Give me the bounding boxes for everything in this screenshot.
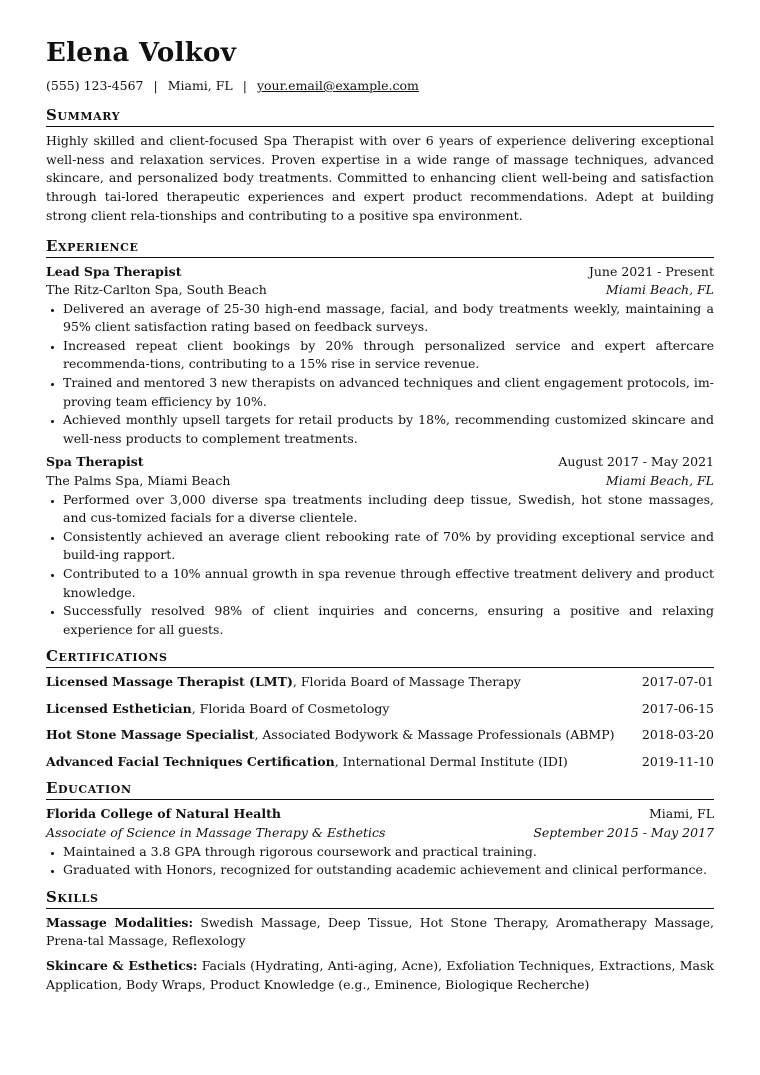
cert-issuer: , Florida Board of Cosmetology: [191, 700, 390, 716]
education-entry: [46, 805, 714, 879]
skill-text: Facials (Hydrating, Anti-aging, Acne), Exfoliation Techniques, Extractions, Mask Application, Body Wraps, Product Knowledge (e.g., Eminence, Biologique Recherche): [46, 957, 714, 992]
skill-text: Swedish Massage, Deep Tissue, Hot Stone Therapy, Aromatherapy Massage, Prena-tal Massage, Reflexology: [46, 914, 715, 949]
job-dates: August 2017 - May 2021: [558, 454, 714, 470]
skill-group: [46, 957, 714, 994]
job-bullets: [46, 300, 714, 449]
cert-row: [46, 673, 714, 691]
email-link[interactable]: your.email@example.com: [256, 78, 419, 93]
cert-name: Licensed Massage Therapist (LMT): [46, 674, 293, 690]
summary-text: Highly skilled and client-focused Spa Therapist with over 6 years of experience delivering exceptional well-ness and relaxation services. Proven expertise in a wide range of massage techniques, advanced skincare, and personalized body treatments. Committed to enhancing client well-being and satisfaction through tai-lored therapeutic experiences and expert product recommendations. Adept at building strong client rela-tionships and contributing to a positive spa environment.: [46, 133, 714, 223]
section-title-certifications: Certifications: [46, 647, 714, 668]
job-role: Lead Spa Therapist: [46, 263, 182, 279]
list-item: • Graduated with Honors, recognized for outstanding academic achievement and clinical performance.: [63, 861, 714, 880]
cert-row: [46, 726, 714, 744]
job-location: Miami Beach, FL: [605, 282, 714, 298]
cert-name: Hot Stone Massage Specialist: [46, 727, 255, 743]
job-bullets: [46, 491, 714, 640]
cert-issuer: , Associated Bodywork & Massage Professionals (ABMP): [254, 727, 615, 743]
job-entry: [46, 453, 714, 639]
separator: |: [242, 78, 247, 93]
skill-label: Skincare & Esthetics:: [46, 957, 198, 973]
list-item: • Trained and mentored 3 new therapists on advanced techniques and client engagement protocols, im-proving team efficiency by 10%.: [63, 374, 714, 411]
candidate-name: Elena Volkov: [46, 38, 237, 68]
school-location: Miami, FL: [648, 806, 714, 822]
section-title-skills: Skills: [46, 888, 714, 909]
cert-date: 2017-07-01: [641, 674, 714, 690]
job-location: Miami Beach, FL: [605, 473, 714, 489]
section-title-summary: Summary: [46, 106, 714, 127]
list-item: • Successfully resolved 98% of client inquiries and concerns, ensuring a positive and relaxing experience for all guests.: [63, 602, 714, 639]
section-title-education: Education: [46, 779, 714, 800]
cert-name: Licensed Esthetician: [46, 700, 192, 716]
section-title-experience: Experience: [46, 237, 714, 258]
list-item: • Maintained a 3.8 GPA through rigorous coursework and practical training.: [63, 843, 714, 862]
contact-line: [46, 78, 714, 94]
list-item: • Delivered an average of 25-30 high-end massage, facial, and body treatments weekly, maintaining a 95% client satisfaction rating based on feedback surveys.: [63, 300, 714, 337]
phone: (555) 123-4567: [46, 78, 144, 93]
cert-date: 2017-06-15: [641, 700, 714, 716]
list-item: • Contributed to a 10% annual growth in spa revenue through effective treatment delivery and product knowledge.: [63, 565, 714, 602]
skill-label: Massage Modalities:: [46, 914, 194, 930]
job-company: The Ritz-Carlton Spa, South Beach: [46, 282, 267, 298]
degree: Associate of Science in Massage Therapy & Esthetics: [46, 824, 386, 840]
education-dates: September 2015 - May 2017: [533, 824, 714, 840]
education-bullets: [46, 843, 714, 880]
location: Miami, FL: [167, 78, 233, 93]
list-item: • Increased repeat client bookings by 20% through personalized service and expert aftercare recommenda-tions, contributing to a 15% rise in service revenue.: [63, 337, 714, 374]
school-name: Florida College of Natural Health: [46, 806, 281, 822]
cert-date: 2018-03-20: [641, 727, 714, 743]
cert-issuer: , International Dermal Institute (IDI): [334, 753, 568, 769]
cert-issuer: , Florida Board of Massage Therapy: [292, 674, 521, 690]
cert-name: Advanced Facial Techniques Certification: [46, 753, 335, 769]
separator: |: [153, 78, 158, 93]
list-item: • Consistently achieved an average client rebooking rate of 70% by providing exceptional service and build-ing rapport.: [63, 528, 714, 565]
skill-group: [46, 914, 714, 951]
job-role: Spa Therapist: [46, 454, 144, 470]
list-item: • Performed over 3,000 diverse spa treatments including deep tissue, Swedish, hot stone massages, and cus-tomized facials for a diverse clientele.: [63, 491, 714, 528]
cert-date: 2019-11-10: [641, 753, 714, 769]
job-entry: [46, 263, 714, 449]
cert-row: [46, 753, 714, 771]
cert-row: [46, 700, 714, 718]
job-dates: June 2021 - Present: [588, 263, 714, 279]
list-item: • Achieved monthly upsell targets for retail products by 18%, recommending customized skincare and well-ness products to complement treatments.: [63, 411, 714, 448]
job-company: The Palms Spa, Miami Beach: [46, 473, 231, 489]
